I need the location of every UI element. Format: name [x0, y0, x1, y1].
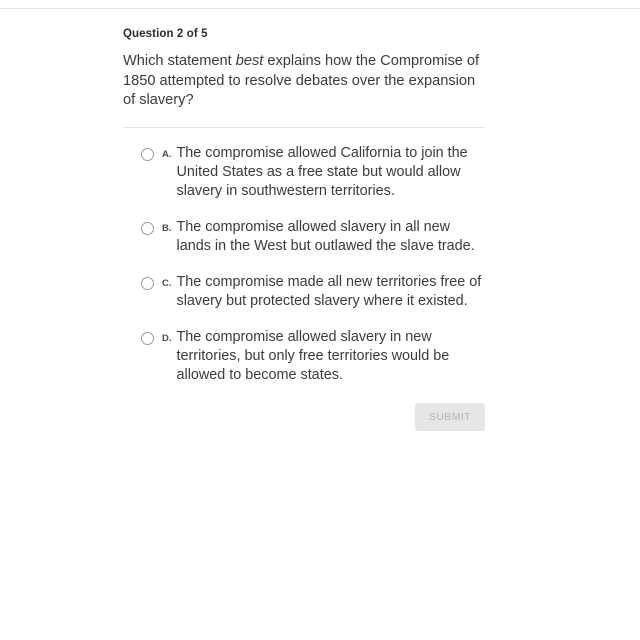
question-text-prefix: Which statement	[123, 53, 236, 69]
radio-d[interactable]	[141, 332, 154, 345]
quiz-card	[123, 28, 485, 402]
option-d-letter: D.	[162, 332, 172, 344]
option-a-letter: A.	[162, 148, 172, 160]
option-a[interactable]	[141, 144, 485, 201]
option-d[interactable]	[141, 328, 485, 385]
option-c-letter: C.	[162, 277, 172, 289]
option-a-text[interactable]: The compromise allowed California to join the United States as a free state but would allow slavery in southwestern territories.	[176, 144, 468, 199]
option-c[interactable]	[141, 273, 485, 311]
top-divider	[0, 8, 640, 9]
options-list	[123, 144, 485, 385]
option-c-text[interactable]: The compromise made all new territories free of slavery but protected slavery where it existed.	[176, 273, 482, 309]
radio-b[interactable]	[141, 222, 154, 235]
option-b-text[interactable]: The compromise allowed slavery in all new lands in the West but outlawed the slave trade.	[176, 218, 475, 254]
submit-row	[123, 403, 485, 431]
option-b[interactable]	[141, 218, 485, 256]
question-text-suffix: explains how the Compromise of 1850 attempted to resolve debates over the expansion of slavery?	[123, 53, 480, 108]
radio-a[interactable]	[141, 148, 154, 161]
question-text	[123, 52, 485, 111]
radio-c[interactable]	[141, 277, 154, 290]
question-text-emphasis: best	[235, 53, 264, 69]
submit-button[interactable]: SUBMIT	[415, 403, 485, 431]
option-d-text[interactable]: The compromise allowed slavery in new territories, but only free territories would be allowed to become states.	[176, 328, 450, 383]
question-divider	[123, 127, 485, 128]
option-b-letter: B.	[162, 222, 172, 234]
question-counter: Question 2 of 5	[123, 28, 208, 40]
